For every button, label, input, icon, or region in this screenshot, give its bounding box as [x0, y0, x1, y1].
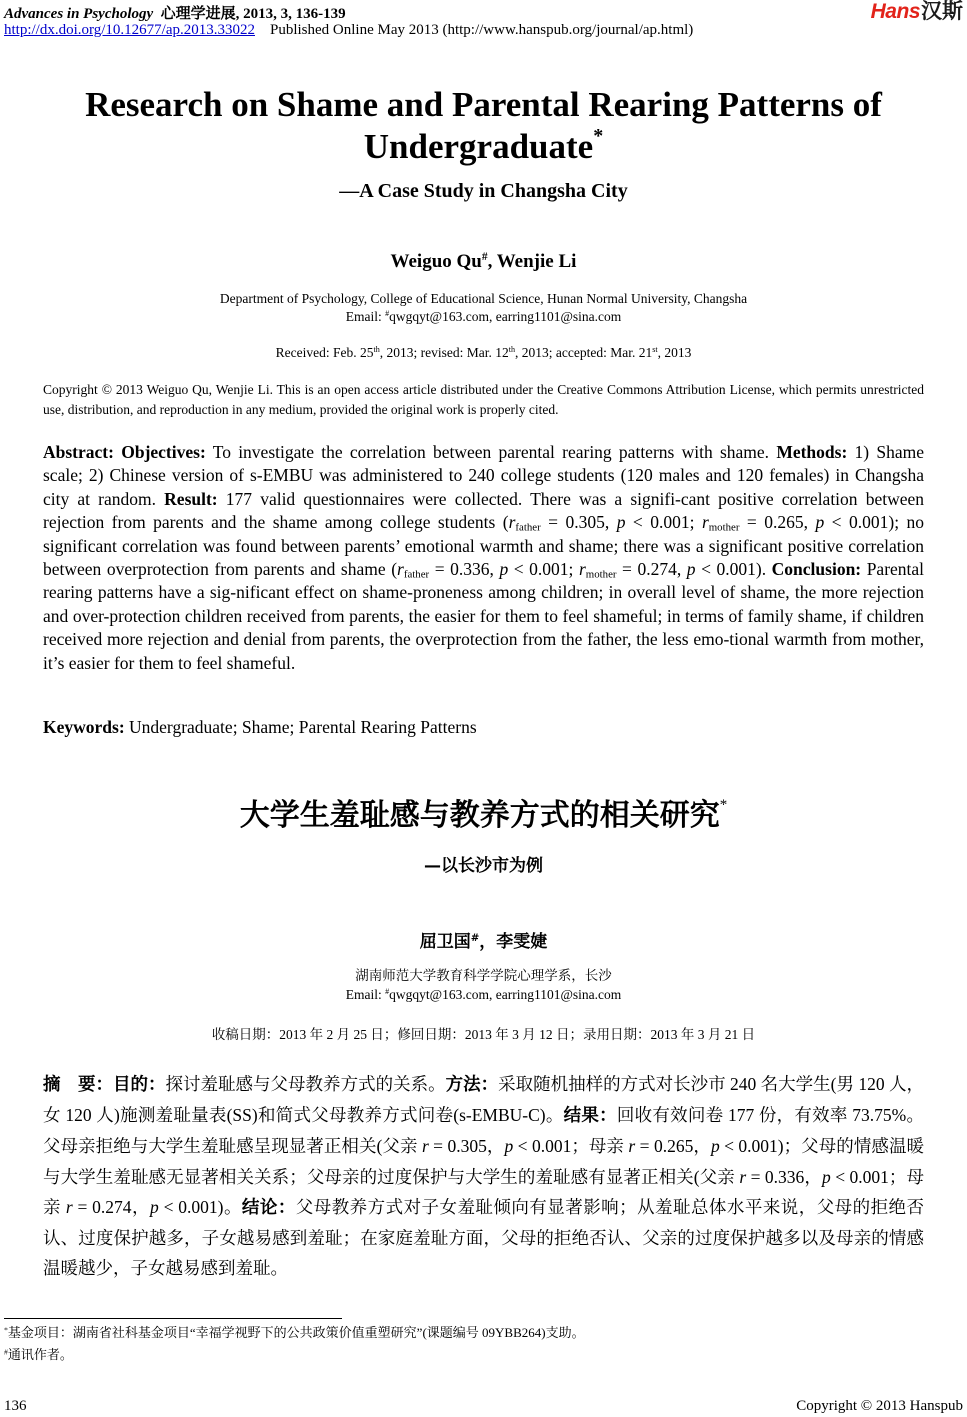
methods-label: Methods:: [776, 442, 848, 462]
stat-r: r: [508, 512, 516, 533]
logo-text-en: Hans: [870, 0, 920, 23]
paper-title-text: Research on Shame and Parental Rearing Patterns of Undergraduate: [85, 85, 882, 166]
journal-header: [4, 2, 346, 23]
stat-p: p: [504, 1136, 514, 1157]
copyright-notice: Copyright © 2013 Weiguo Qu, Wenjie Li. This is an open access article distributed under the Creative Commons Attribution License, which permits unrestricted use, distribution, and reproduction in any medium, provided the original work is properly cited.: [43, 382, 924, 417]
authors-cn: [0, 927, 967, 952]
footnote-text: 通讯作者。: [7, 1347, 73, 1362]
result-text: < 0.001;: [625, 512, 702, 533]
result-text: < 0.001); no significant correlation was found between parents’ emotional warmth and shame; there was a significant positive correlation between overprotection from parents and shame (: [43, 512, 925, 580]
paper-title: [40, 84, 927, 168]
email-label: Email:: [345, 309, 386, 324]
author-2-cn: ，李雯婕: [479, 932, 548, 952]
stat-sub-mother: mother: [585, 568, 617, 581]
result-text-cn: = 0.336，: [746, 1166, 822, 1187]
email-mark: #: [385, 309, 390, 319]
author-mark-cn: #: [470, 931, 480, 944]
footnote-mark: #: [4, 1347, 8, 1357]
stat-p: p: [822, 1166, 831, 1187]
accepted-date: , 2013; accepted: Mar. 21: [515, 345, 653, 360]
affiliation-block: [0, 290, 967, 326]
dates-tail: , 2013: [657, 345, 692, 360]
stat-r: r: [628, 1136, 636, 1157]
footnote-text: 基金项目：湖南省社科基金项目“幸福学视野下的公共政策价值重塑研究”(课题编号 09YBB264)支助。: [7, 1325, 585, 1340]
ordinal-sup: th: [508, 345, 516, 355]
affiliation: Department of Psychology, College of Educational Science, Hunan Normal University, Changsha: [219, 291, 748, 306]
result-text-cn: < 0.001)；父母的情感温暖与大学生羞耻感无显著相关关系；父母亲的过度保护与大学生的羞耻感有显著正相关(父亲: [43, 1136, 925, 1187]
footer-copyright: Copyright © 2013 Hanspub: [796, 1398, 963, 1414]
journal-name: Advances in Psychology: [4, 6, 154, 22]
result-text-cn: = 0.305，: [428, 1136, 505, 1157]
affiliation-cn: 湖南师范大学教育科学学院心理学系，长沙: [355, 968, 612, 983]
objectives-label-cn: 目的：: [113, 1075, 166, 1095]
keywords-label: Keywords:: [43, 717, 125, 737]
logo-text-cn: 汉斯: [921, 0, 963, 23]
result-text: = 0.305,: [540, 512, 617, 533]
footnote-divider: [4, 1318, 342, 1319]
ordinal-sup: st: [652, 345, 658, 355]
stat-p: p: [149, 1196, 159, 1217]
result-label: Result:: [164, 488, 218, 509]
result-text: = 0.336,: [429, 559, 500, 580]
email-cn: qwgqyt@163.com, earring1101@sina.com: [389, 987, 622, 1002]
stat-r: r: [397, 559, 404, 580]
stat-r: r: [421, 1136, 429, 1157]
stat-r: r: [65, 1196, 73, 1217]
footnote-funding: [4, 1322, 585, 1341]
stat-sub-mother: mother: [708, 521, 740, 534]
result-text: = 0.265,: [739, 512, 816, 533]
ordinal-sup: th: [373, 345, 380, 355]
keywords: [43, 717, 477, 738]
stat-sub-father: father: [403, 568, 430, 581]
result-text-cn: < 0.001；母亲: [513, 1136, 629, 1157]
paper-subtitle: —A Case Study in Changsha City: [339, 180, 628, 202]
conclusion-text-cn: 父母教养方式对子女羞耻倾向有显著影响；从羞耻总体水平来说，父母的拒绝否认、过度保护越多，子女越易感到羞耻；在家庭羞耻方面，父母的拒绝否认、父亲的过度保护越多以及母亲的情感温暖越少，子女越易感到羞耻。: [43, 1196, 925, 1279]
result-text: 177 valid questionnaires were collected. There was a signifi-cant positive correlation between rejection from parents and the shame among college students (: [43, 488, 925, 533]
footnote-corresponding: [4, 1344, 73, 1363]
methods-label-cn: 方法：: [445, 1075, 499, 1095]
methods-text-cn: 采取随机抽样的方式对长沙市 240 名大学生(男 120 人，女 120 人)施测羞耻量表(SS)和简式父母教养方式问卷(s-EMBU-C)。: [43, 1074, 925, 1126]
stat-p: p: [499, 559, 509, 580]
result-label-cn: 结果：: [563, 1106, 617, 1127]
paper-subtitle-cn: —以长沙市为例: [424, 856, 543, 876]
objectives-label: Objectives:: [121, 442, 206, 462]
methods-text: 1) Shame scale; 2) Chinese version of s-EMBU was administered to 240 college students (120 males and 120 females) in Changsha city at random.: [43, 442, 925, 509]
objectives-text-cn: 探讨羞耻感与父母教养方式的关系。: [165, 1074, 446, 1094]
result-text-cn: = 0.274，: [72, 1196, 150, 1217]
revised-date: , 2013; revised: Mar. 12: [379, 345, 509, 360]
received-date: Received: Feb. 25: [275, 345, 374, 360]
paper-title-cn: [0, 790, 967, 834]
conclusion-label: Conclusion:: [771, 559, 862, 580]
email-mark-cn: #: [385, 987, 390, 997]
journal-volume: 心理学进展, 2013, 3, 136-139: [160, 6, 346, 22]
result-text: < 0.001;: [508, 559, 579, 580]
affiliation-block-cn: [0, 966, 967, 1004]
stat-r: r: [701, 512, 709, 533]
stat-r: r: [739, 1166, 747, 1187]
stat-r: r: [578, 559, 586, 580]
keywords-text: Undergraduate; Shame; Parental Rearing Patterns: [124, 717, 477, 737]
result-text-cn: < 0.001)。: [158, 1196, 242, 1217]
result-text: = 0.274,: [616, 559, 687, 580]
author-2: , Wenjie Li: [487, 251, 577, 272]
author-1-cn: 屈卫国: [419, 932, 471, 952]
doi-line: [4, 22, 693, 39]
abstract-label-cn: 摘 要：: [43, 1075, 114, 1095]
footnote-mark: *: [4, 1325, 8, 1335]
conclusion-label-cn: 结论：: [241, 1197, 296, 1218]
author-mark: #: [481, 251, 488, 264]
doi-link[interactable]: http://dx.doi.org/10.12677/ap.2013.33022: [4, 22, 255, 38]
title-footnote-mark: *: [593, 125, 604, 147]
email: qwgqyt@163.com, earring1101@sina.com: [389, 309, 622, 324]
published-info: Published Online May 2013 (http://www.hanspub.org/journal/ap.html): [269, 22, 694, 38]
stat-p: p: [815, 512, 825, 533]
result-text-cn: = 0.265，: [635, 1136, 711, 1157]
objectives-text: To investigate the correlation between parental rearing patterns with shame.: [205, 442, 777, 462]
result-text: < 0.001).: [695, 559, 772, 580]
conclusion-text: Parental rearing patterns have a sig-nificant effect on shame-proneness among children; in overall level of shame, the more rejection and over-protection children received from parents, the easier for them to feel shameful; in terms of family shame, if children received more rejection and denial from parents, the overprotection from the father, the less emo-tional warmth from mother, it’s easier for them to feel shameful.: [43, 559, 925, 673]
authors: [0, 251, 967, 273]
dates-line: [0, 345, 967, 361]
title-cn-footnote-mark: *: [719, 797, 728, 813]
stat-p: p: [616, 512, 626, 533]
page-number: 136: [4, 1398, 27, 1414]
abstract-label: Abstract:: [43, 442, 114, 462]
result-text-cn: 回收有效问卷 177 份，有效率 73.75%。父母亲拒绝与大学生羞耻感呈现显著正相关(父亲: [43, 1105, 925, 1157]
paper-title-cn-text: 大学生羞耻感与教养方式的相关研究: [239, 798, 720, 833]
abstract-cn: [43, 1069, 924, 1283]
email-line: [0, 308, 967, 326]
stat-sub-father: father: [515, 521, 541, 534]
abstract-en: [43, 441, 924, 675]
stat-p: p: [686, 559, 696, 580]
hans-logo: [871, 1, 963, 23]
email-label-cn: Email:: [345, 987, 386, 1002]
author-1: Weiguo Qu: [390, 251, 482, 272]
email-line-cn: [0, 985, 967, 1004]
stat-p: p: [710, 1136, 720, 1157]
dates-line-cn: 收稿日期：2013 年 2 月 25 日；修回日期：2013 年 3 月 12 日；录用日期：2013 年 3 月 21 日: [211, 1027, 756, 1042]
result-text-cn: < 0.001；母亲: [43, 1166, 925, 1217]
